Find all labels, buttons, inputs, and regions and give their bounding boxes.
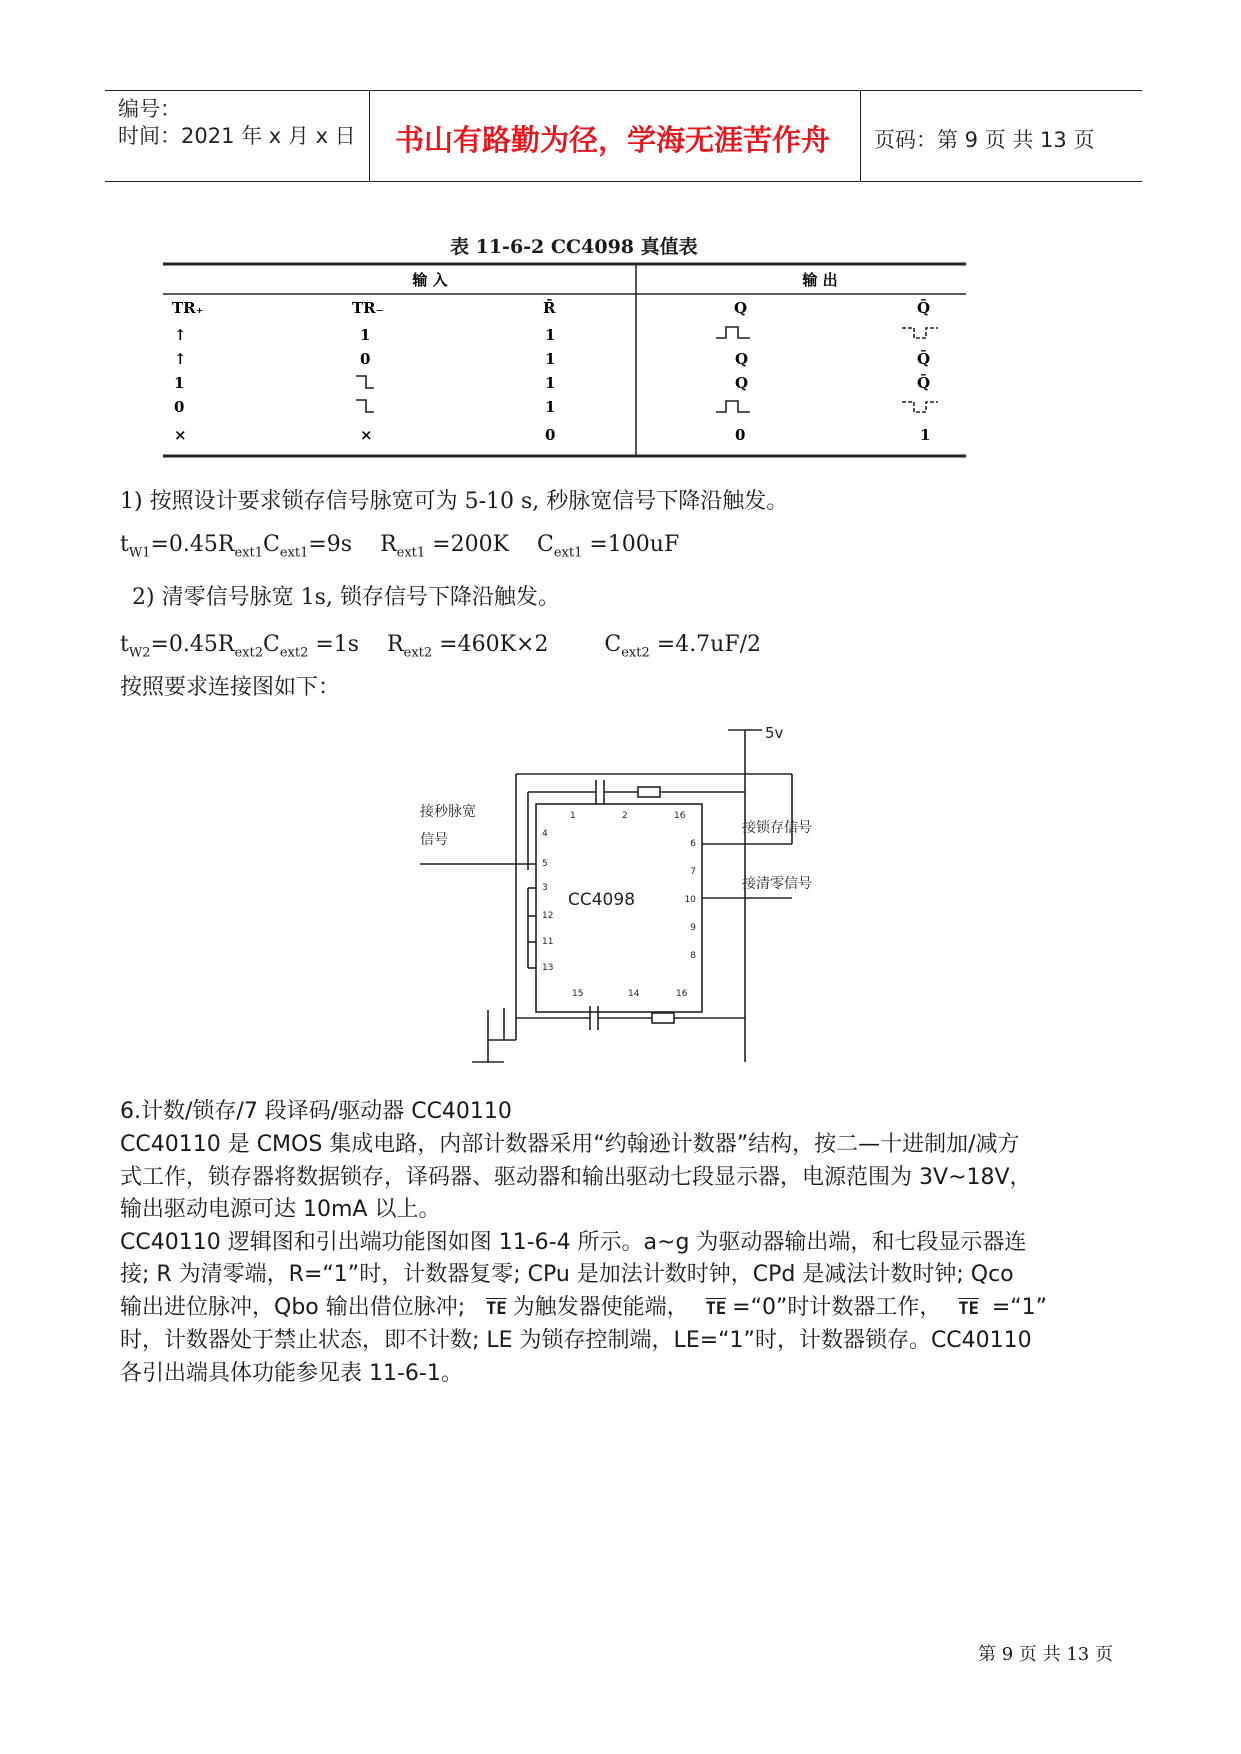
item-2: 2) 清零信号脉宽 1s, 锁存信号下降沿触发。	[132, 585, 560, 610]
para2-line5: 各引出端具体功能参见表 11-6-1。	[120, 1360, 463, 1386]
page-info: 页码：第 9 页 共 13 页	[874, 128, 1095, 152]
te-overline: $\overline{TE}$	[705, 1298, 727, 1319]
header-motto: 书山有路勤为径，学海无涯苦作舟	[395, 123, 831, 157]
col-header-q: Q	[734, 299, 748, 317]
section6-heading: 6.计数/锁存/7 段译码/驱动器 CC40110	[120, 1099, 512, 1124]
row5-q-bar: 1	[920, 426, 931, 444]
pin-number: 14	[628, 989, 640, 999]
header-top-rule	[105, 90, 1142, 91]
serial-label: 编号：	[118, 97, 181, 121]
pulse-low-icon	[902, 402, 938, 412]
para2-line4: 时，计数器处于禁止状态，即不计数; LE 为锁存控制端，LE=“1”时，计数器锁存。CC40110	[120, 1328, 1032, 1353]
pulse-high-icon	[716, 401, 750, 412]
row3-q: Q	[735, 374, 749, 392]
formula-1: $t_{W1}=0.45R_{ext1}C_{ext1}=9s$ $R_{ext1} =200K$ $C_{ext1} =100uF$	[120, 532, 680, 561]
row5-tr-minus: ×	[360, 426, 373, 444]
te-overline: $\overline{TE}$	[486, 1298, 507, 1319]
pin-number: 2	[622, 811, 628, 821]
row5-tr-plus: ×	[174, 426, 187, 444]
header-divider-left	[369, 90, 370, 182]
pin-number: 9	[690, 923, 696, 933]
table-caption: 表 11-6-2 CC4098 真值表	[450, 236, 698, 258]
chip-label: CC4098	[568, 890, 636, 910]
pin-number: 11	[542, 937, 554, 947]
te-overline: $\overline{TE}$	[958, 1298, 979, 1319]
row2-q: Q	[735, 350, 749, 368]
col-header-tr-plus: TR₊	[172, 299, 204, 317]
truth-table	[160, 258, 970, 460]
col-header-tr-minus: TR₋	[352, 299, 384, 317]
clear-signal-label: 接清零信号	[742, 876, 812, 892]
falling-edge-icon	[356, 376, 374, 388]
left-label-line1: 接秒脉宽	[420, 804, 476, 820]
output-header: 输 出	[802, 271, 838, 289]
pin-number: 3	[542, 883, 548, 893]
vcc-label: 5v	[765, 724, 784, 742]
row1-r-bar: 1	[545, 326, 556, 344]
time-label: 时间：2021 年 x 月 x 日	[118, 124, 356, 148]
para1-line2: 式工作，锁存器将数据锁存，译码器、驱动器和输出驱动七段显示器，电源范围为 3V~18V，	[120, 1164, 1032, 1190]
resistor-top	[638, 787, 660, 797]
pin-number: 7	[690, 867, 696, 877]
col-header-q-bar: Q̄	[917, 299, 931, 317]
row2-tr-plus: ↑	[174, 350, 187, 368]
row3-r-bar: 1	[545, 374, 556, 392]
input-header: 输 入	[412, 271, 448, 289]
pin-number: 6	[690, 839, 696, 849]
col-header-r-bar: R̄	[543, 299, 556, 317]
pin-number: 5	[542, 859, 548, 869]
header-bottom-rule	[105, 181, 1142, 182]
row1-tr-minus: 1	[360, 326, 371, 344]
row3-q-bar: Q̄	[917, 374, 931, 392]
pin-number: 16	[676, 989, 688, 999]
para2-line1: CC40110 逻辑图和引出端功能图如图 11-6-4 所示。a~g 为驱动器输出端，和七段显示器连	[120, 1229, 1027, 1255]
pin-number: 16	[674, 811, 686, 821]
para2-line3: 输出进位脉冲，Qbo 输出借位脉冲; $\overline{TE}$ 为触发器使能端， $\overline{TE}$ =“0”时计数器工作， $\overline{TE}$ =“1”	[120, 1294, 1048, 1320]
item-1: 1) 按照设计要求锁存信号脉宽可为 5-10 s, 秒脉宽信号下降沿触发。	[120, 489, 789, 514]
pulse-low-icon	[902, 328, 938, 338]
pin-number: 8	[690, 951, 696, 961]
row4-r-bar: 1	[545, 398, 556, 416]
resistor-bottom	[652, 1013, 674, 1023]
pin-number: 4	[542, 829, 548, 839]
section6-body	[120, 1129, 1130, 1390]
pin-number: 10	[684, 895, 696, 905]
latch-signal-label: 接锁存信号	[742, 820, 812, 836]
row5-r-bar: 0	[545, 426, 556, 444]
para1-line3: 输出驱动电源可达 10mA 以上。	[120, 1197, 441, 1222]
falling-edge-icon	[356, 400, 374, 412]
pin-number: 1	[570, 811, 576, 821]
formula-2: $t_{W2}=0.45R_{ext2}C_{ext2} =1s$ $R_{ext2} =460K\times 2$ $C_{ext2} =4.7uF/2$	[120, 632, 762, 661]
row3-tr-plus: 1	[174, 374, 185, 392]
connect-intro: 按照要求连接图如下：	[120, 675, 341, 700]
para2-line2: 接; R 为清零端，R=“1”时，计数器复零; CPu 是加法计数时钟，CPd 是减法计数时钟; Qco	[120, 1262, 1014, 1287]
row1-tr-plus: ↑	[174, 326, 187, 344]
row4-tr-plus: 0	[174, 398, 185, 416]
para1-line1: CC40110 是 CMOS 集成电路，内部计数器采用“约翰逊计数器”结构，按二—十进制加/减方	[120, 1132, 1020, 1157]
left-label-line2: 信号	[420, 832, 448, 848]
pin-number: 13	[542, 963, 554, 973]
pulse-high-icon	[716, 327, 750, 338]
pin-number: 15	[572, 989, 584, 999]
row2-r-bar: 1	[545, 350, 556, 368]
page-footer: 第 9 页 共 13 页	[978, 1644, 1113, 1665]
circuit-diagram	[420, 718, 840, 1068]
pin-number: 12	[542, 911, 554, 921]
row5-q: 0	[735, 426, 746, 444]
row2-q-bar: Q̄	[917, 350, 931, 368]
row2-tr-minus: 0	[360, 350, 371, 368]
header-divider-right	[860, 90, 861, 182]
